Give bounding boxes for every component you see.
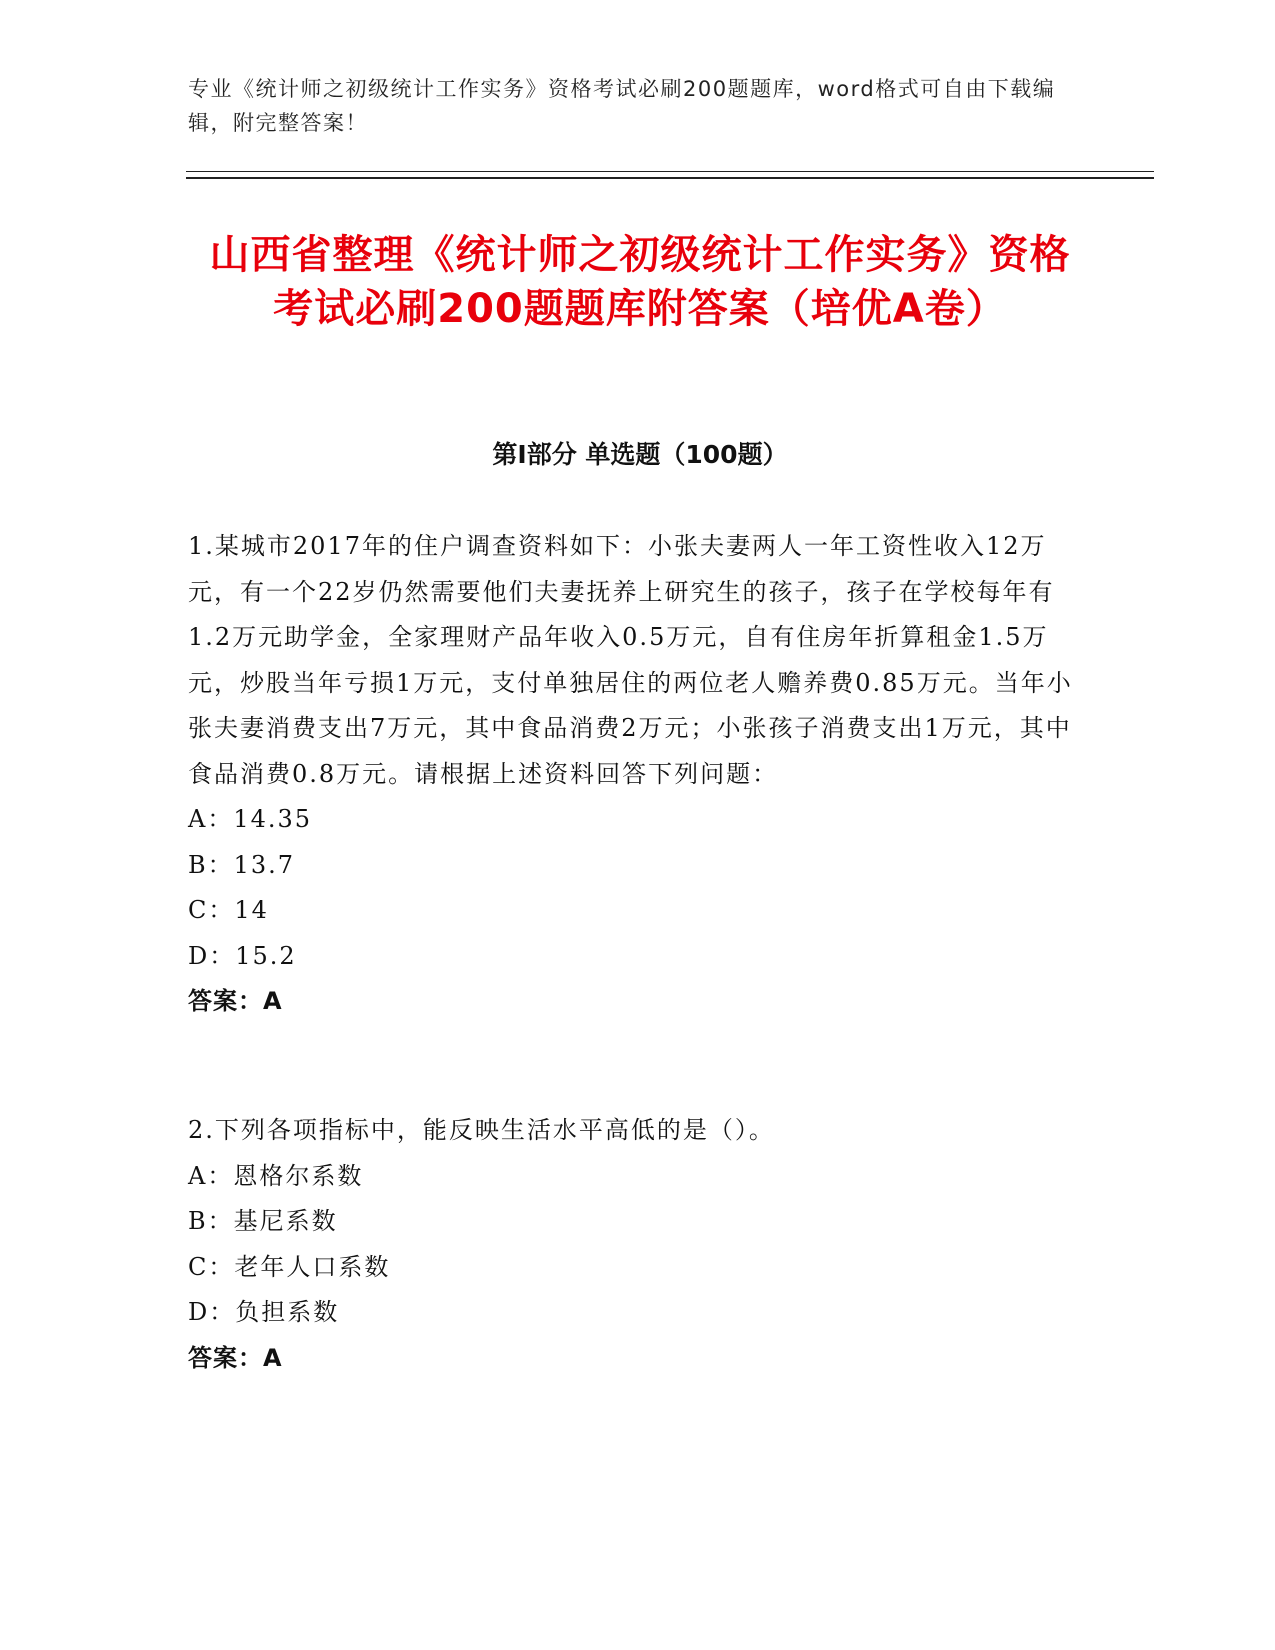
option-d: D：负担系数 (188, 1298, 340, 1326)
answer-line: 答案：A (188, 987, 283, 1015)
header-note: 专业《统计师之初级统计工作实务》资格考试必刷200题题库，word格式可自由下载编辑，附完整答案！ (188, 77, 1056, 135)
option-c: C：14 (188, 896, 269, 924)
question-2 (188, 1108, 1078, 1381)
question-1 (188, 524, 1078, 1025)
option-a: A：14.35 (188, 805, 313, 833)
section-heading: 第Ⅰ部分 单选题（100题） (492, 440, 788, 469)
header-divider-bottom (186, 177, 1154, 179)
answer-line: 答案：A (188, 1343, 283, 1372)
question-stem: 2.下列各项指标中，能反映生活水平高低的是（）。 (188, 1116, 775, 1144)
option-d: D：15.2 (188, 941, 297, 970)
option-b: B：基尼系数 (188, 1207, 338, 1235)
question-stem: 1.某城市2017年的住户调查资料如下：小张夫妻两人一年工资性收入12万元，有一个22岁仍然需要他们夫妻抚养上研究生的孩子，孩子在学校每年有1.2万元助学金，全家理财产品年收入0.5万元，自有住房年折算租金1.5万元，炒股当年亏损1万元，支付单独居住的两位老人赡养费0.85万元。当年小张夫妻消费支出7万元，其中食品消费2万元；小张孩子消费支出1万元，其中食品消费0.8万元。请根据上述资料回答下列问题： (188, 532, 1073, 788)
document-title: 山西省整理《统计师之初级统计工作实务》资格考试必刷200题题库附答案（培优A卷） (209, 232, 1071, 332)
option-c: C：老年人口系数 (188, 1252, 391, 1281)
option-b: B：13.7 (188, 850, 296, 879)
option-a: A：恩格尔系数 (188, 1161, 364, 1190)
header-divider-top (186, 171, 1154, 172)
